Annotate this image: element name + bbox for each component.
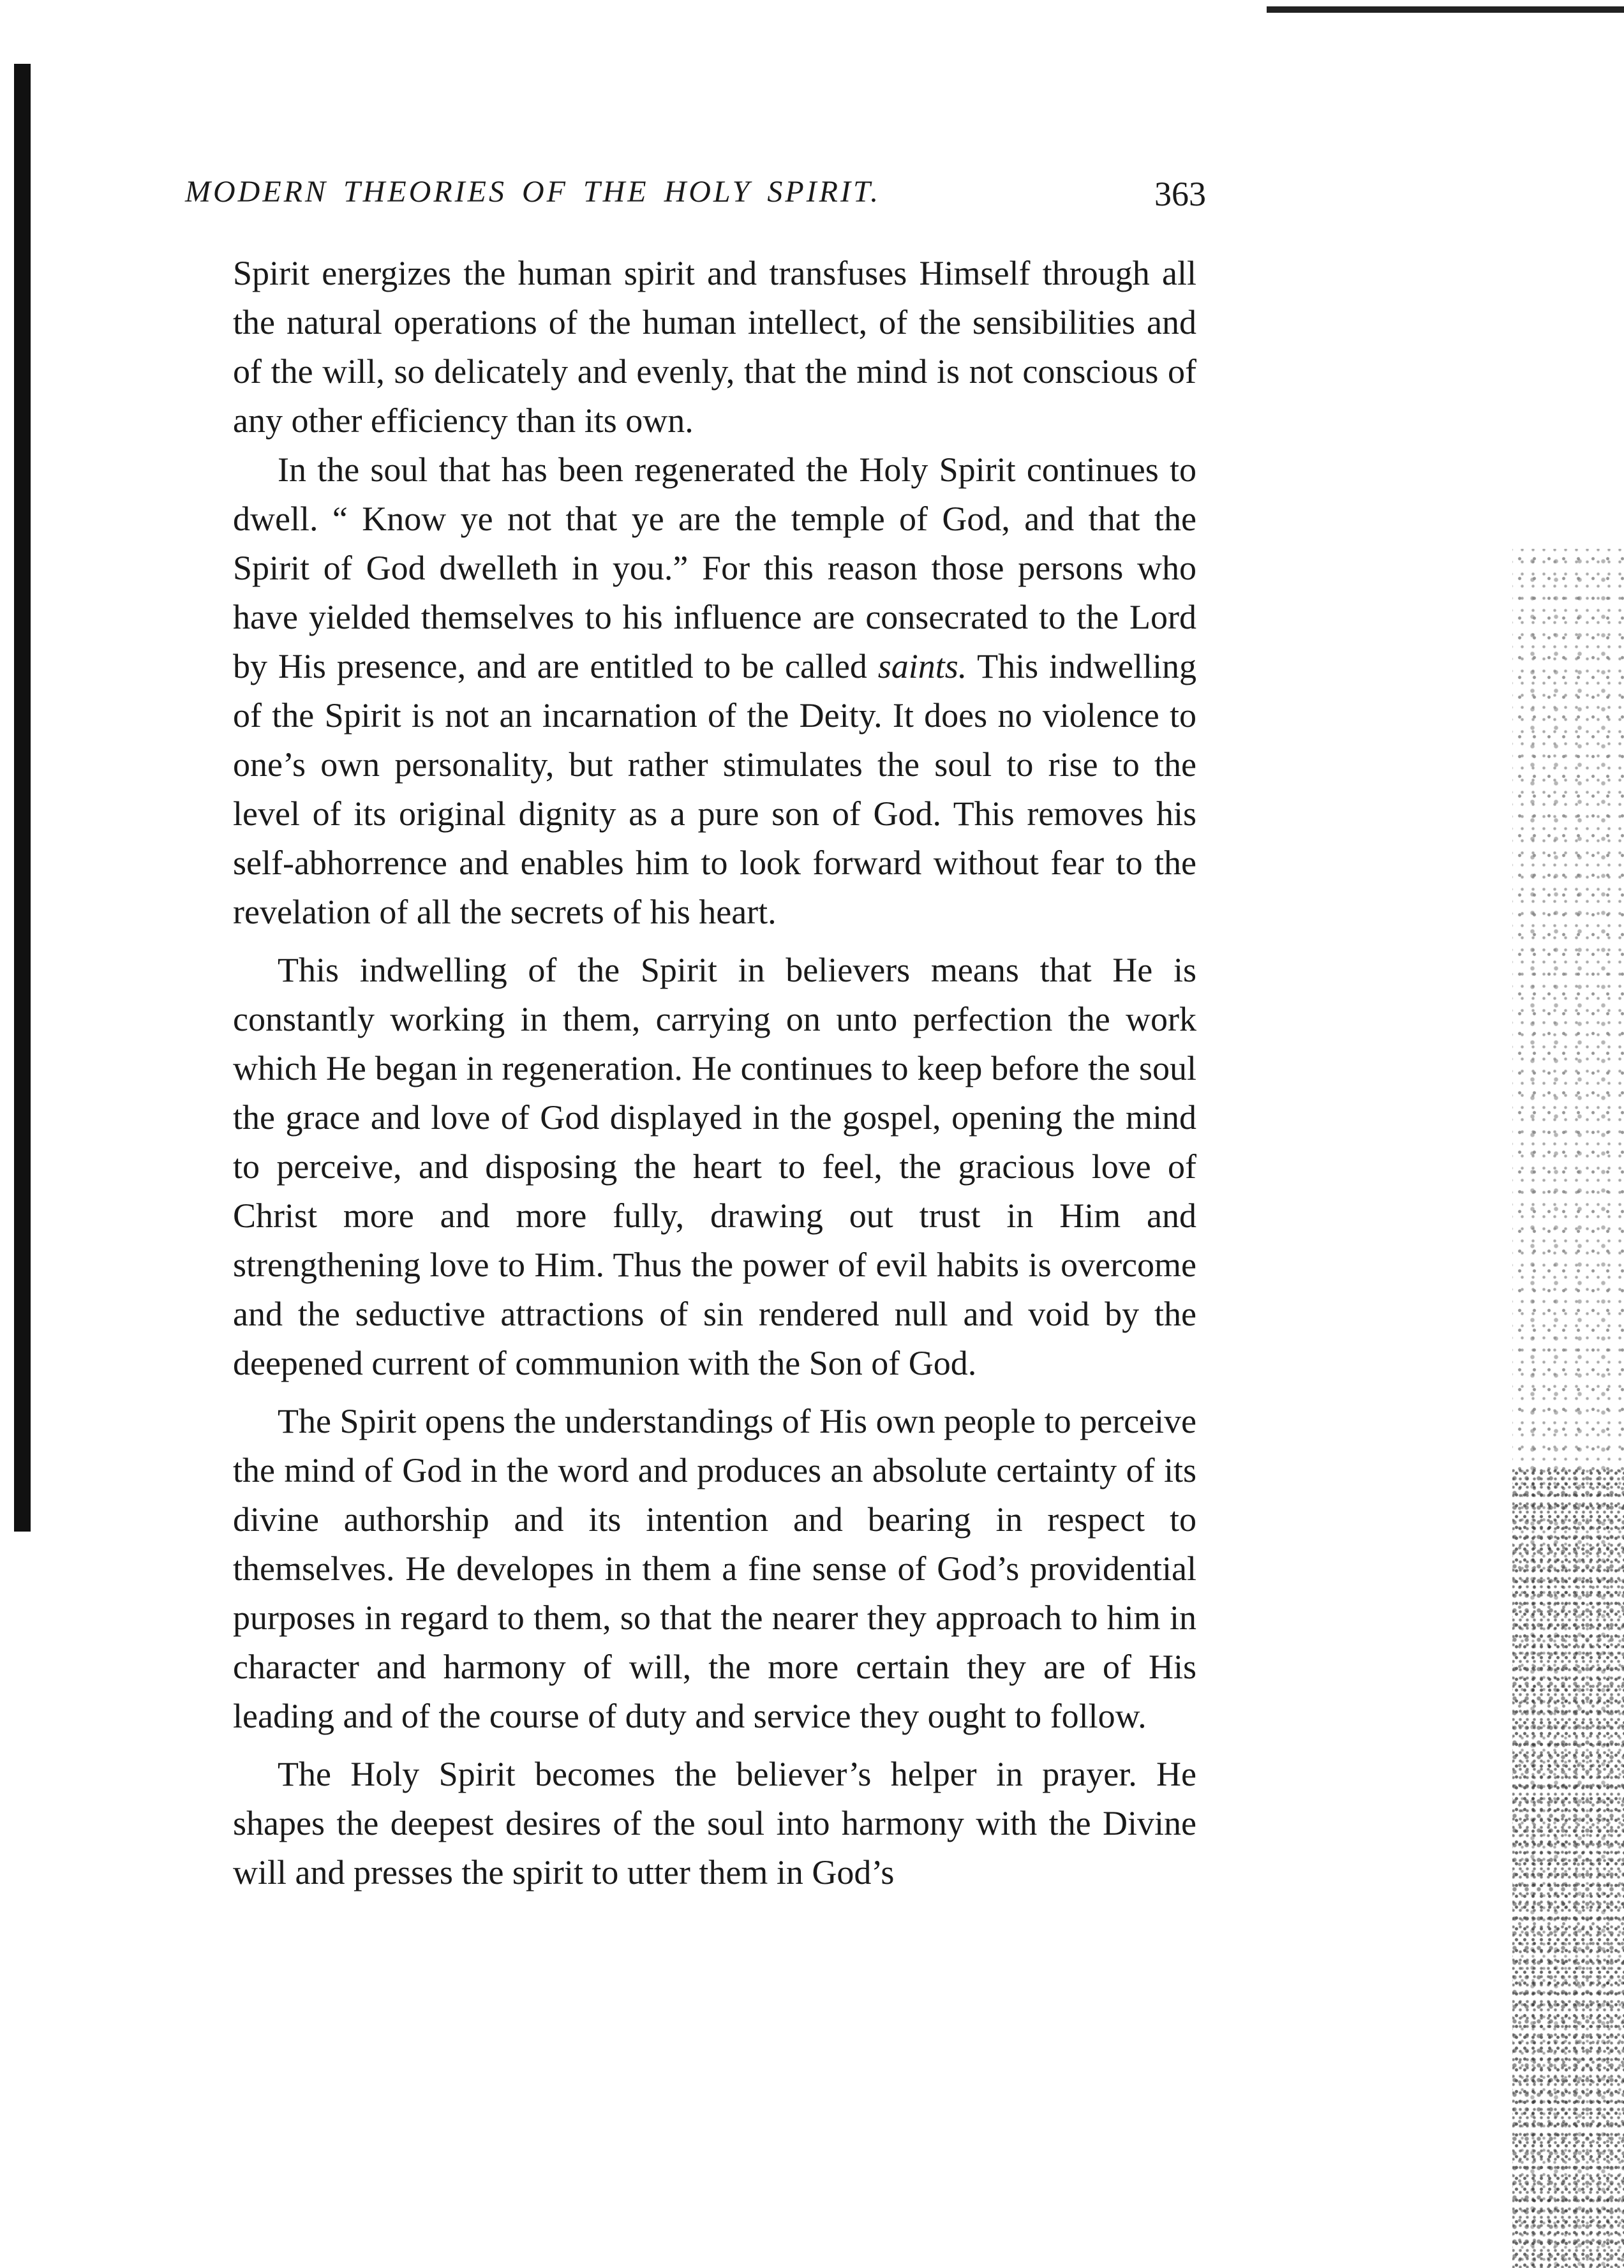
paragraph-1: Spirit energizes the human spirit and transfuses Himself through all the natural operations of the human intellect, of the sensibilities and of the will, so delicately and evenly, that the mind is not conscious of any other efficiency than its own. xyxy=(233,254,1196,440)
scan-edge-speckle-dense xyxy=(1512,1468,1624,2268)
paragraph-5: The Holy Spirit becomes the believer’s helper in prayer. He shapes the deepest desires of the soul into harmony with the Divine will and presses the spirit to utter them in God’s xyxy=(233,1755,1196,1891)
paragraph-2 xyxy=(233,445,1196,937)
paragraph-2-text-before: In the soul that has been regenerated the Holy Spirit continues to dwell. “ Know ye not that ye are the temple of God, and that the Spirit of God dwelleth in you.” For this reason those persons who have yielded themselves to his influence are consecrated to the Lord by His presence, and are entitled to be called xyxy=(233,451,1196,685)
paragraph-3: This indwelling of the Spirit in believers means that He is constantly working in them, carrying on unto perfection the work which He began in regeneration. He continues to keep before the soul the grace and love of God displayed in the gospel, opening the mind to perceive, and disposing the heart to feel, the gracious love of Christ more and more fully, drawing out trust in Him and strengthening love to Him. Thus the power of evil habits is overcome and the seductive attractions of sin rendered null and void by the deepened current of communion with the Son of God. xyxy=(233,951,1196,1382)
page-number: 363 xyxy=(1154,175,1206,213)
running-head-title: MODERN THEORIES OF THE HOLY SPIRIT. xyxy=(185,175,881,209)
running-head xyxy=(185,163,1206,227)
paragraph-4: The Spirit opens the understandings of His own people to perceive the mind of God in the word and produces an absolute certainty of its divine authorship and its intention and bearing in respect to themselves. He developes in them a fine sense of God’s providential purposes in regard to them, so that the nearer they approach to him in character and harmony of will, the more certain they are of His leading and of the course of duty and service they ought to follow. xyxy=(233,1402,1196,1735)
body-text xyxy=(233,249,1196,1897)
paragraph-2-text-after: This indwelling of the Spirit is not an incarnation of the Deity. It does no violence to one’s own personality, but rather stimulates the soul to rise to the level of its original dignity as a pure son of God. This removes his self-abhorrence and enables him to look forward without fear to the revelation of all the secrets of his heart. xyxy=(233,647,1196,931)
paragraph-2-italic-word: saints. xyxy=(877,647,967,685)
scan-edge-shadow xyxy=(14,64,31,1532)
scan-top-rule xyxy=(1267,6,1624,13)
